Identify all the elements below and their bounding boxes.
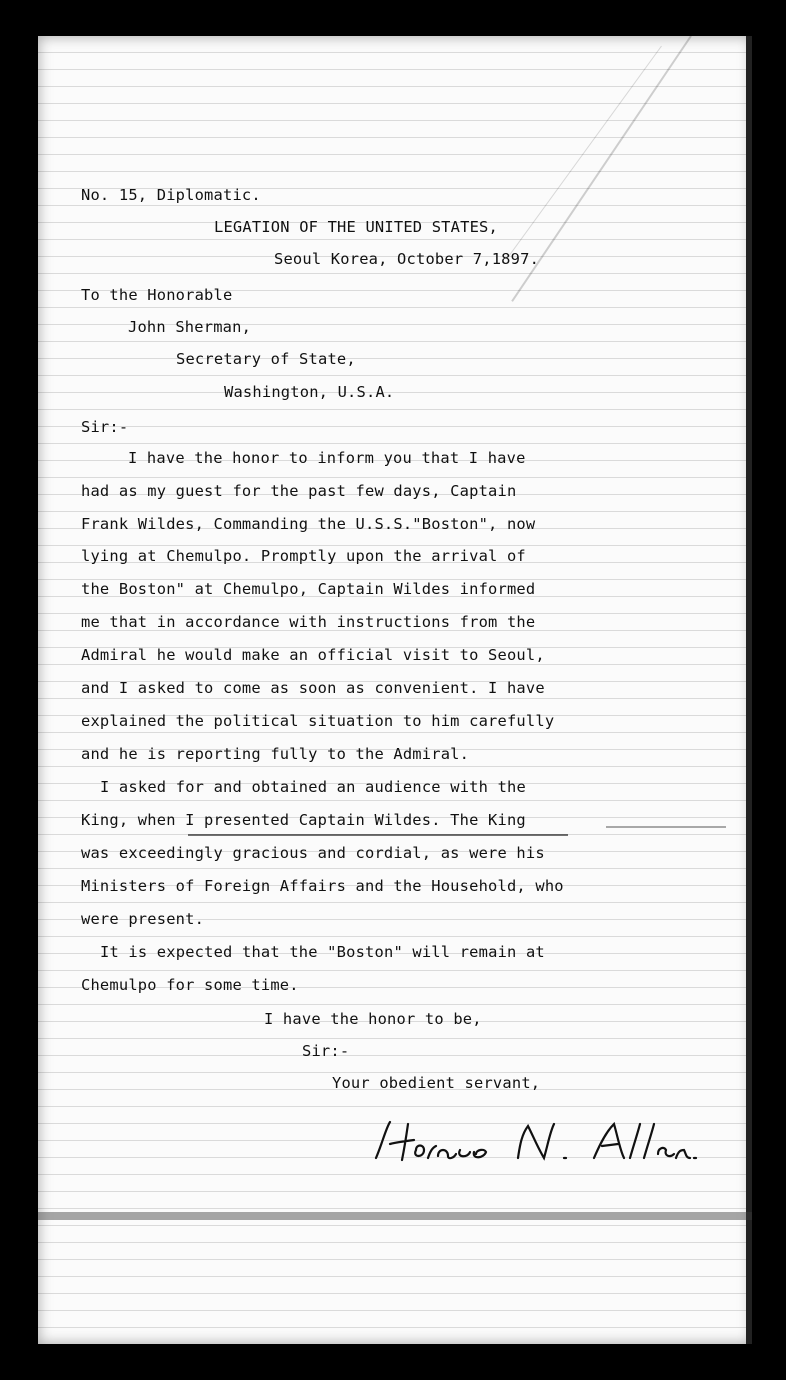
signature xyxy=(368,1114,698,1168)
salutation: Sir:- xyxy=(81,418,129,436)
body-line: and he is reporting fully to the Admiral. xyxy=(81,745,470,763)
body-line: Frank Wildes, Commanding the U.S.S."Boston", now xyxy=(81,515,536,533)
body-line: I asked for and obtained an audience with the xyxy=(100,778,526,796)
body-line: I have the honor to inform you that I have xyxy=(128,449,526,467)
legation-heading: LEGATION OF THE UNITED STATES, xyxy=(214,218,498,236)
body-line: me that in accordance with instructions from the xyxy=(81,613,536,631)
addressee-line: John Sherman, xyxy=(128,318,252,336)
closing-line: I have the honor to be, xyxy=(264,1010,482,1028)
body-line: King, when I presented Captain Wildes. The King xyxy=(81,811,526,829)
closing-line: Sir:- xyxy=(302,1042,350,1060)
margin-mark xyxy=(606,826,726,828)
body-line: were present. xyxy=(81,910,205,928)
addressee-line: To the Honorable xyxy=(81,286,233,304)
underline-mark xyxy=(188,834,568,836)
body-line: lying at Chemulpo. Promptly upon the arrival of xyxy=(81,547,526,565)
letter-page xyxy=(38,36,752,1344)
closing-line: Your obedient servant, xyxy=(332,1074,541,1092)
page-edge xyxy=(746,36,752,1344)
body-line: Chemulpo for some time. xyxy=(81,976,299,994)
crease-mark xyxy=(508,46,662,257)
addressee-line: Washington, U.S.A. xyxy=(224,383,395,401)
body-line: was exceedingly gracious and cordial, as were his xyxy=(81,844,545,862)
body-line: explained the political situation to him carefully xyxy=(81,712,555,730)
addressee-line: Secretary of State, xyxy=(176,350,356,368)
body-line: It is expected that the "Boston" will remain at xyxy=(100,943,545,961)
body-line: Ministers of Foreign Affairs and the Household, who xyxy=(81,877,564,895)
place-date: Seoul Korea, October 7,1897. xyxy=(274,250,540,268)
body-line: the Boston" at Chemulpo, Captain Wildes informed xyxy=(81,580,536,598)
body-line: Admiral he would make an official visit to Seoul, xyxy=(81,646,545,664)
page-fold-band xyxy=(38,1212,752,1220)
body-line: had as my guest for the past few days, Captain xyxy=(81,482,517,500)
body-line: and I asked to come as soon as convenient. I have xyxy=(81,679,545,697)
dispatch-number: No. 15, Diplomatic. xyxy=(81,186,261,204)
